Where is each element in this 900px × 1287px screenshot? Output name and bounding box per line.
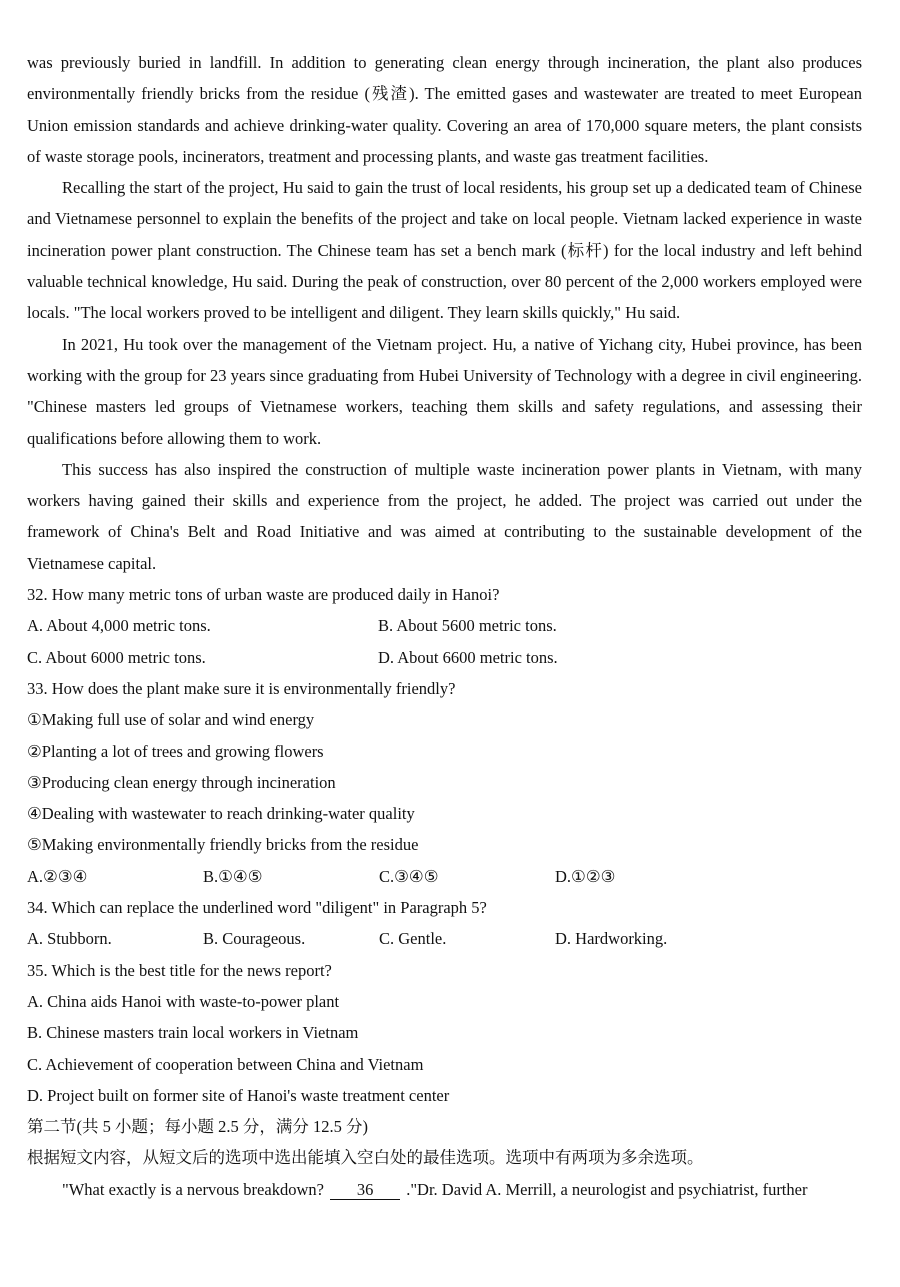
statement-item: ⑤Making environmentally friendly bricks from the residue — [27, 835, 419, 855]
option-b: B. Courageous. — [203, 929, 306, 949]
exam-page — [27, 47, 862, 1205]
option-c: C. Achievement of cooperation between China and Vietnam — [27, 1054, 424, 1074]
option-c: C.③④⑤ — [379, 866, 439, 886]
option-d: D.①②③ — [555, 866, 616, 886]
section-heading: 第二节(共 5 小题；每小题 2.5 分，满分 12.5 分) — [27, 1117, 368, 1137]
question-34 — [27, 892, 862, 955]
option-d: D. Hardworking. — [555, 929, 668, 949]
statement-item: ④Dealing with wastewater to reach drinking-water quality — [27, 804, 415, 824]
question-32-options-row-1 — [27, 610, 862, 641]
option-d: D. Project built on former site of Hanoi's waste treatment center — [27, 1085, 450, 1105]
question-33-options — [27, 861, 862, 892]
option-b: B.①④⑤ — [203, 866, 263, 886]
passage-paragraph-4-end: was previously buried in landfill. In addition to generating clean energy through incineration, the plant also produces environmentally friendly bricks from the residue (残渣). The emitted gases and wastewater are treated to meet European Union emission standards and achieve drinking-water quality. Covering an area of 170,000 square meters, the plant consists of waste storage pools, incinerators, treatment and processing plants, and waste gas treatment facilities. — [27, 53, 862, 166]
question-35-stem: 35. Which is the best title for the news report? — [27, 960, 332, 980]
option-c: C. Gentle. — [379, 929, 447, 949]
option-a: A. China aids Hanoi with waste-to-power plant — [27, 991, 340, 1011]
statement-item: ①Making full use of solar and wind energy — [27, 710, 315, 730]
option-a: A. About 4,000 metric tons. — [27, 616, 211, 636]
blank-36[interactable]: 36 — [330, 1181, 400, 1200]
cloze-text-end: ."Dr. David A. Merrill, a neurologist and psychiatrist, further — [402, 1179, 808, 1199]
option-a: A.②③④ — [27, 866, 88, 886]
cloze-passage-line — [27, 1174, 862, 1205]
question-32-options-row-2 — [27, 642, 862, 673]
option-b: B. Chinese masters train local workers in Vietnam — [27, 1023, 359, 1043]
statement-item: ②Planting a lot of trees and growing flowers — [27, 741, 324, 761]
section-instruction: 根据短文内容，从短文后的选项中选出能填入空白处的最佳选项。选项中有两项为多余选项。 — [27, 1148, 704, 1168]
question-32 — [27, 579, 862, 673]
passage-paragraph-5: Recalling the start of the project, Hu said to gain the trust of local residents, his group set up a dedicated team of Chinese and Vietnamese personnel to explain the benefits of the project and take on local people. Vietnam lacked experience in waste incineration power plant construction. The Chinese team has set a bench mark (标杆) for the local industry and left behind valuable technical knowledge, Hu said. During the peak of construction, over 80 percent of the 2,000 workers employed were locals. "The local workers proved to be intelligent and diligent. They learn skills quickly," Hu said. — [27, 178, 862, 323]
question-34-stem: 34. Which can replace the underlined word "diligent" in Paragraph 5? — [27, 898, 487, 918]
question-35 — [27, 955, 862, 1111]
passage-paragraph-6: In 2021, Hu took over the management of the Vietnam project. Hu, a native of Yichang city, Hubei province, has been working with the group for 23 years since graduating from Hubei University of Technology with a degree in civil engineering. "Chinese masters led groups of Vietnamese workers, teaching them skills and safety regulations, and assessing their qualifications before allowing them to work. — [27, 334, 862, 448]
question-33-stem: 33. How does the plant make sure it is environmentally friendly? — [27, 678, 456, 698]
statement-item: ③Producing clean energy through incineration — [27, 772, 336, 792]
cloze-text-start: "What exactly is a nervous breakdown? — [62, 1179, 329, 1199]
passage-paragraph-7: This success has also inspired the construction of multiple waste incineration power plants in Vietnam, with many workers having gained their skills and experience from the project, he added. The project was carried out under the framework of China's Belt and Road Initiative and was aimed at contributing to the sustainable development of the Vietnamese capital. — [27, 459, 862, 573]
question-32-stem: 32. How many metric tons of urban waste are produced daily in Hanoi? — [27, 585, 500, 605]
option-d: D. About 6600 metric tons. — [378, 647, 558, 667]
question-33 — [27, 673, 862, 892]
option-a: A. Stubborn. — [27, 929, 112, 949]
option-c: C. About 6000 metric tons. — [27, 647, 206, 667]
section-2 — [27, 1111, 862, 1205]
option-b: B. About 5600 metric tons. — [378, 616, 557, 636]
question-34-options — [27, 923, 862, 954]
